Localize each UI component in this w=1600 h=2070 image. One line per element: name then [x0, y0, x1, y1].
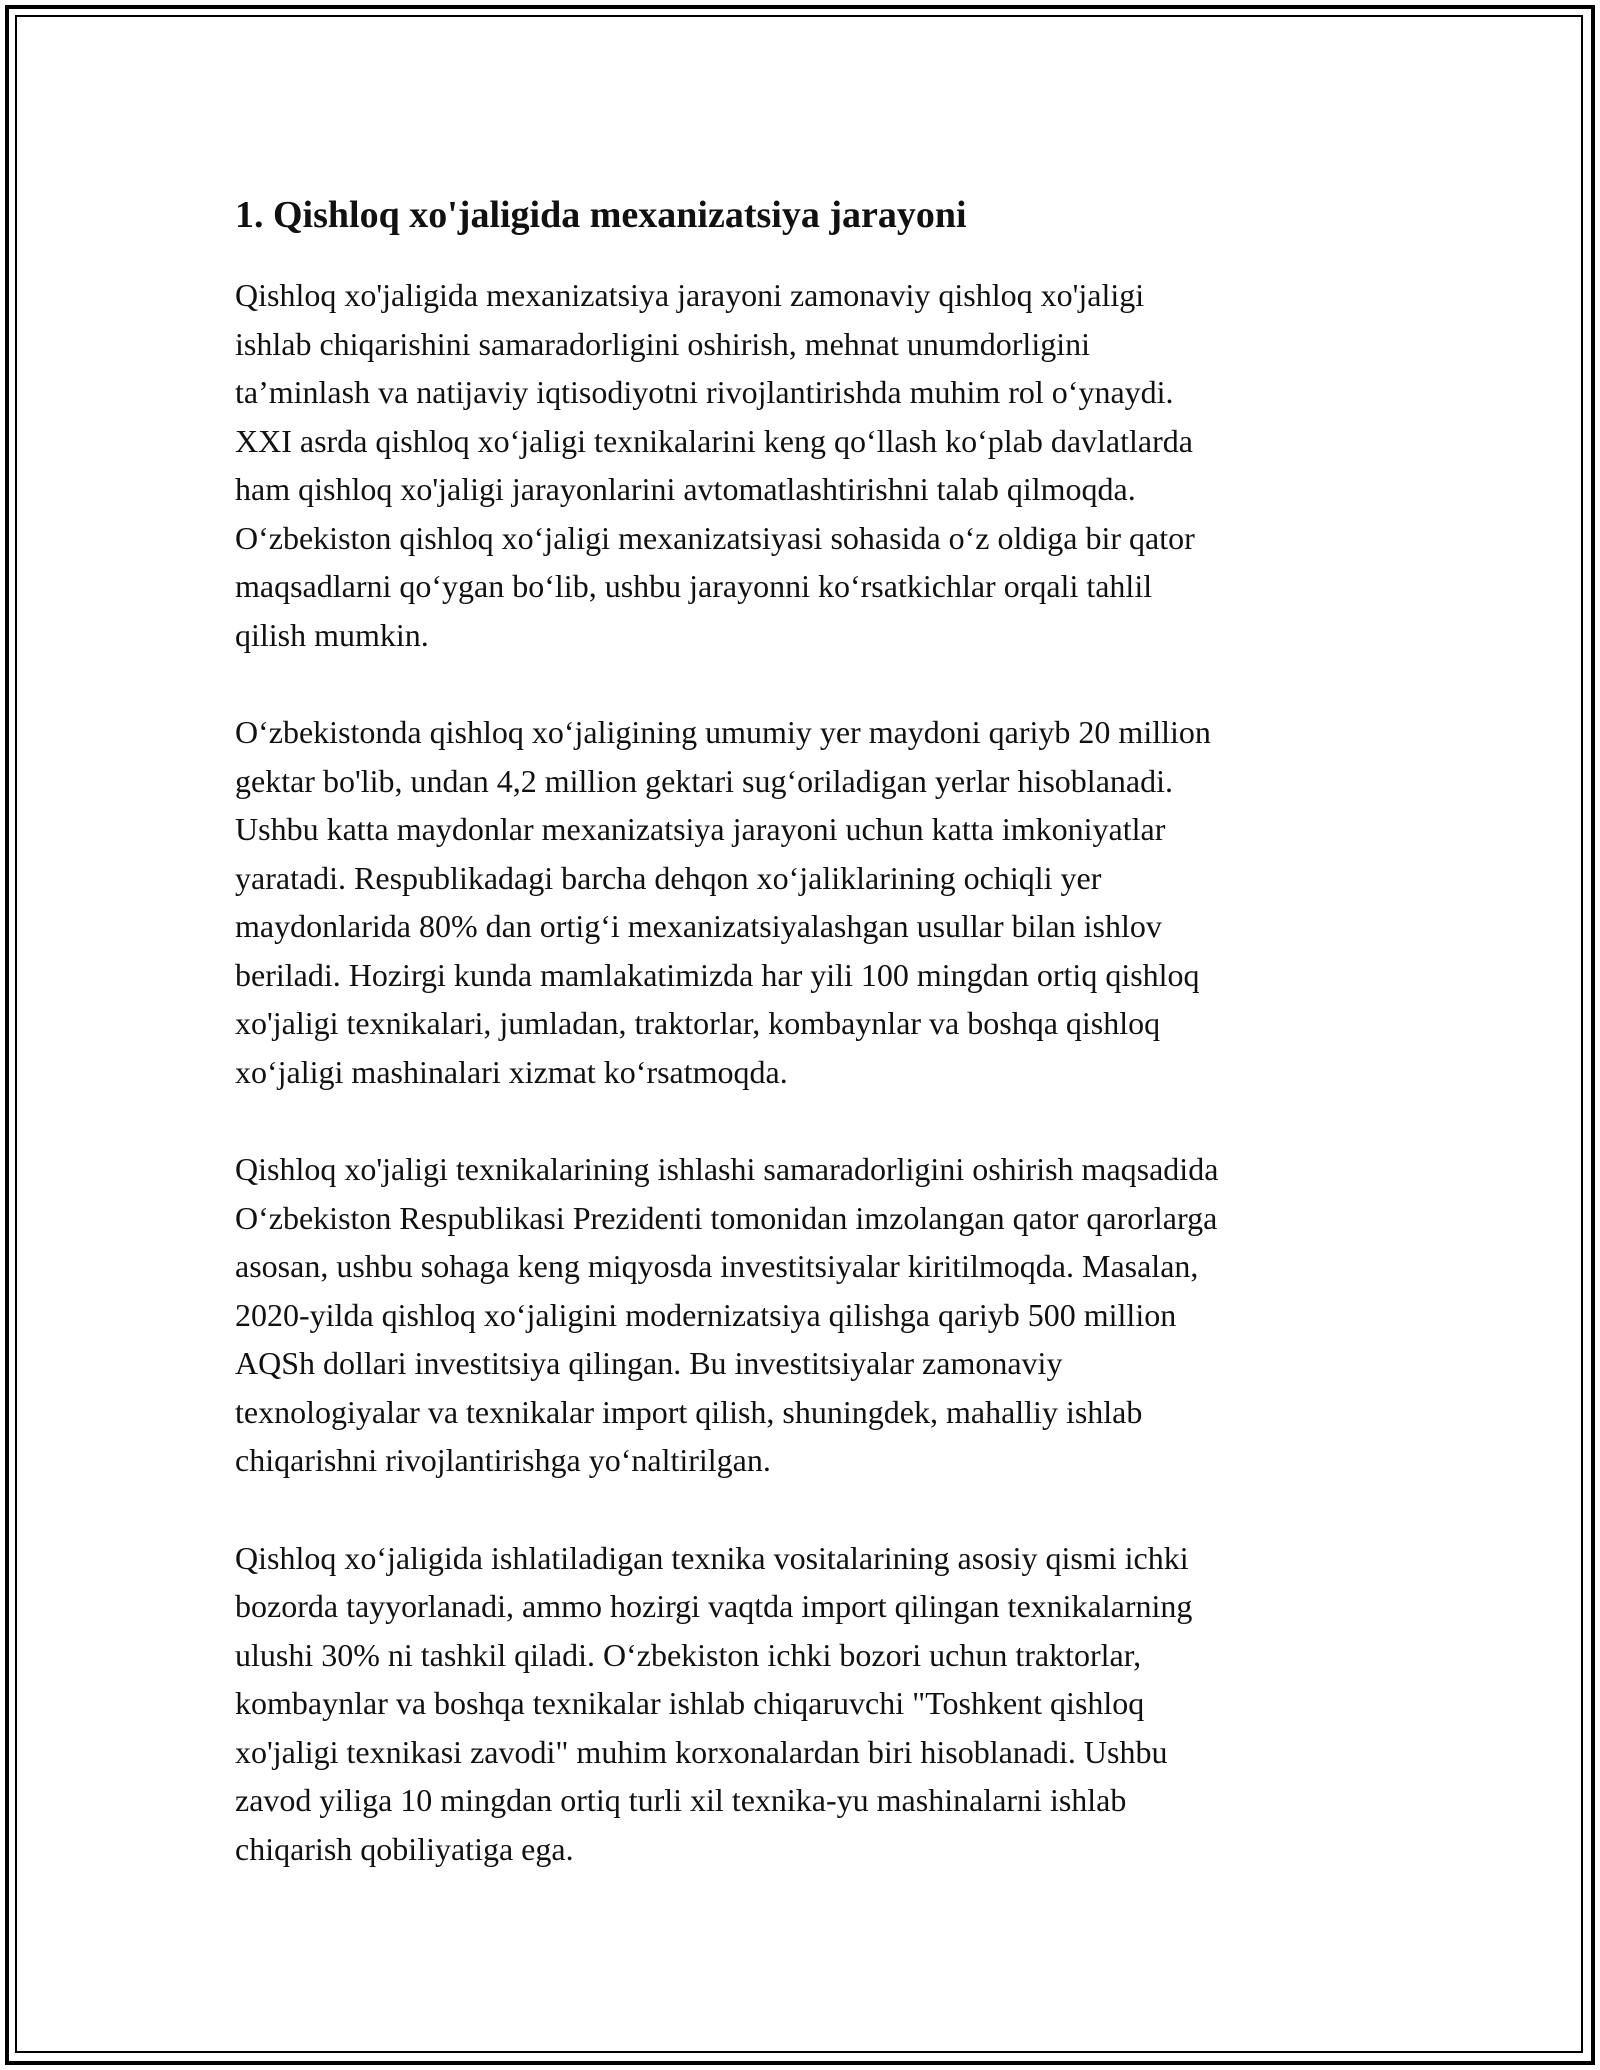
- text-line: ta’minlash va natijaviy iqtisodiyotni rivojlantirishda muhim rol o‘ynaydi.: [235, 374, 1174, 410]
- text-line: Qishloq xo'jaligi texnikalarining ishlashi samaradorligini oshirish maqsadida: [235, 1151, 1219, 1187]
- paragraph-2: [235, 708, 1370, 1096]
- text-line: asosan, ushbu sohaga keng miqyosda investitsiyalar kiritilmoqda. Masalan,: [235, 1248, 1199, 1284]
- text-line: maqsadlarni qo‘ygan bo‘lib, ushbu jarayonni ko‘rsatkichlar orqali tahlil: [235, 568, 1153, 604]
- text-line: qilish mumkin.: [235, 616, 429, 653]
- text-line: xo‘jaligi mashinalari xizmat ko‘rsatmoqda.: [235, 1053, 788, 1090]
- paragraph-3: [235, 1145, 1370, 1485]
- document-body: [235, 185, 1370, 1922]
- text-line: xo'jaligi texnikasi zavodi" muhim korxonalardan biri hisoblanadi. Ushbu: [235, 1733, 1168, 1770]
- text-line: AQSh dollari investitsiya qilingan. Bu investitsiyalar zamonaviy: [235, 1345, 1063, 1381]
- text-line: Ushbu katta maydonlar mexanizatsiya jarayoni uchun katta imkoniyatlar: [235, 811, 1166, 847]
- text-line: ishlab chiqarishini samaradorligini oshirish, mehnat unumdorligini: [235, 325, 1090, 362]
- paragraph-4: [235, 1534, 1370, 1874]
- paragraph-1: [235, 271, 1370, 659]
- text-line: maydonlarida 80% dan ortig‘i mexanizatsiyalashgan usullar bilan ishlov: [235, 908, 1162, 944]
- text-line: 2020-yilda qishloq xo‘jaligini modernizatsiya qilishga qariyb 500 million: [235, 1296, 1177, 1333]
- text-line: beriladi. Hozirgi kunda mamlakatimizda har yili 100 mingdan ortiq qishloq: [235, 956, 1200, 993]
- text-line: kombaynlar va boshqa texnikalar ishlab chiqaruvchi "Toshkent qishloq: [235, 1685, 1145, 1721]
- text-line: bozorda tayyorlanadi, ammo hozirgi vaqtda import qilingan texnikalarning: [235, 1588, 1193, 1624]
- text-line: XXI asrda qishloq xo‘jaligi texnikalarini keng qo‘llash ko‘plab davlatlarda: [235, 422, 1193, 459]
- text-line: O‘zbekiston Respublikasi Prezidenti tomonidan imzolangan qator qarorlarga: [235, 1199, 1218, 1236]
- text-line: O‘zbekiston qishloq xo‘jaligi mexanizatsiyasi sohasida o‘z oldiga bir qator: [235, 519, 1195, 556]
- text-line: ulushi 30% ni tashkil qiladi. O‘zbekiston ichki bozori uchun traktorlar,: [235, 1636, 1142, 1673]
- text-line: O‘zbekistonda qishloq xo‘jaligining umumiy yer maydoni qariyb 20 million: [235, 714, 1211, 750]
- text-line: Qishloq xo‘jaligida ishlatiladigan texnika vositalarining asosiy qismi ichki: [235, 1539, 1189, 1576]
- text-line: gektar bo'lib, undan 4,2 million gektari sug‘oriladigan yerlar hisoblanadi.: [235, 762, 1173, 799]
- text-line: texnologiyalar va texnikalar import qilish, shuningdek, mahalliy ishlab: [235, 1393, 1143, 1430]
- text-line: chiqarish qobiliyatiga ega.: [235, 1830, 574, 1867]
- text-line: Qishloq xo'jaligida mexanizatsiya jarayoni zamonaviy qishloq xo'jaligi: [235, 277, 1145, 313]
- section-heading: 1. Qishloq xo'jaligida mexanizatsiya jarayoni: [235, 194, 967, 236]
- text-line: ham qishloq xo'jaligi jarayonlarini avtomatlashtirishni talab qilmoqda.: [235, 471, 1136, 507]
- text-line: chiqarishni rivojlantirishga yo‘naltirilgan.: [235, 1442, 771, 1478]
- text-line: xo'jaligi texnikalari, jumladan, traktorlar, kombaynlar va boshqa qishloq: [235, 1005, 1161, 1041]
- text-line: zavod yiliga 10 mingdan ortiq turli xil texnika-yu mashinalarni ishlab: [235, 1782, 1127, 1818]
- text-line: yaratadi. Respublikadagi barcha dehqon xo‘jaliklarining ochiqli yer: [235, 859, 1102, 896]
